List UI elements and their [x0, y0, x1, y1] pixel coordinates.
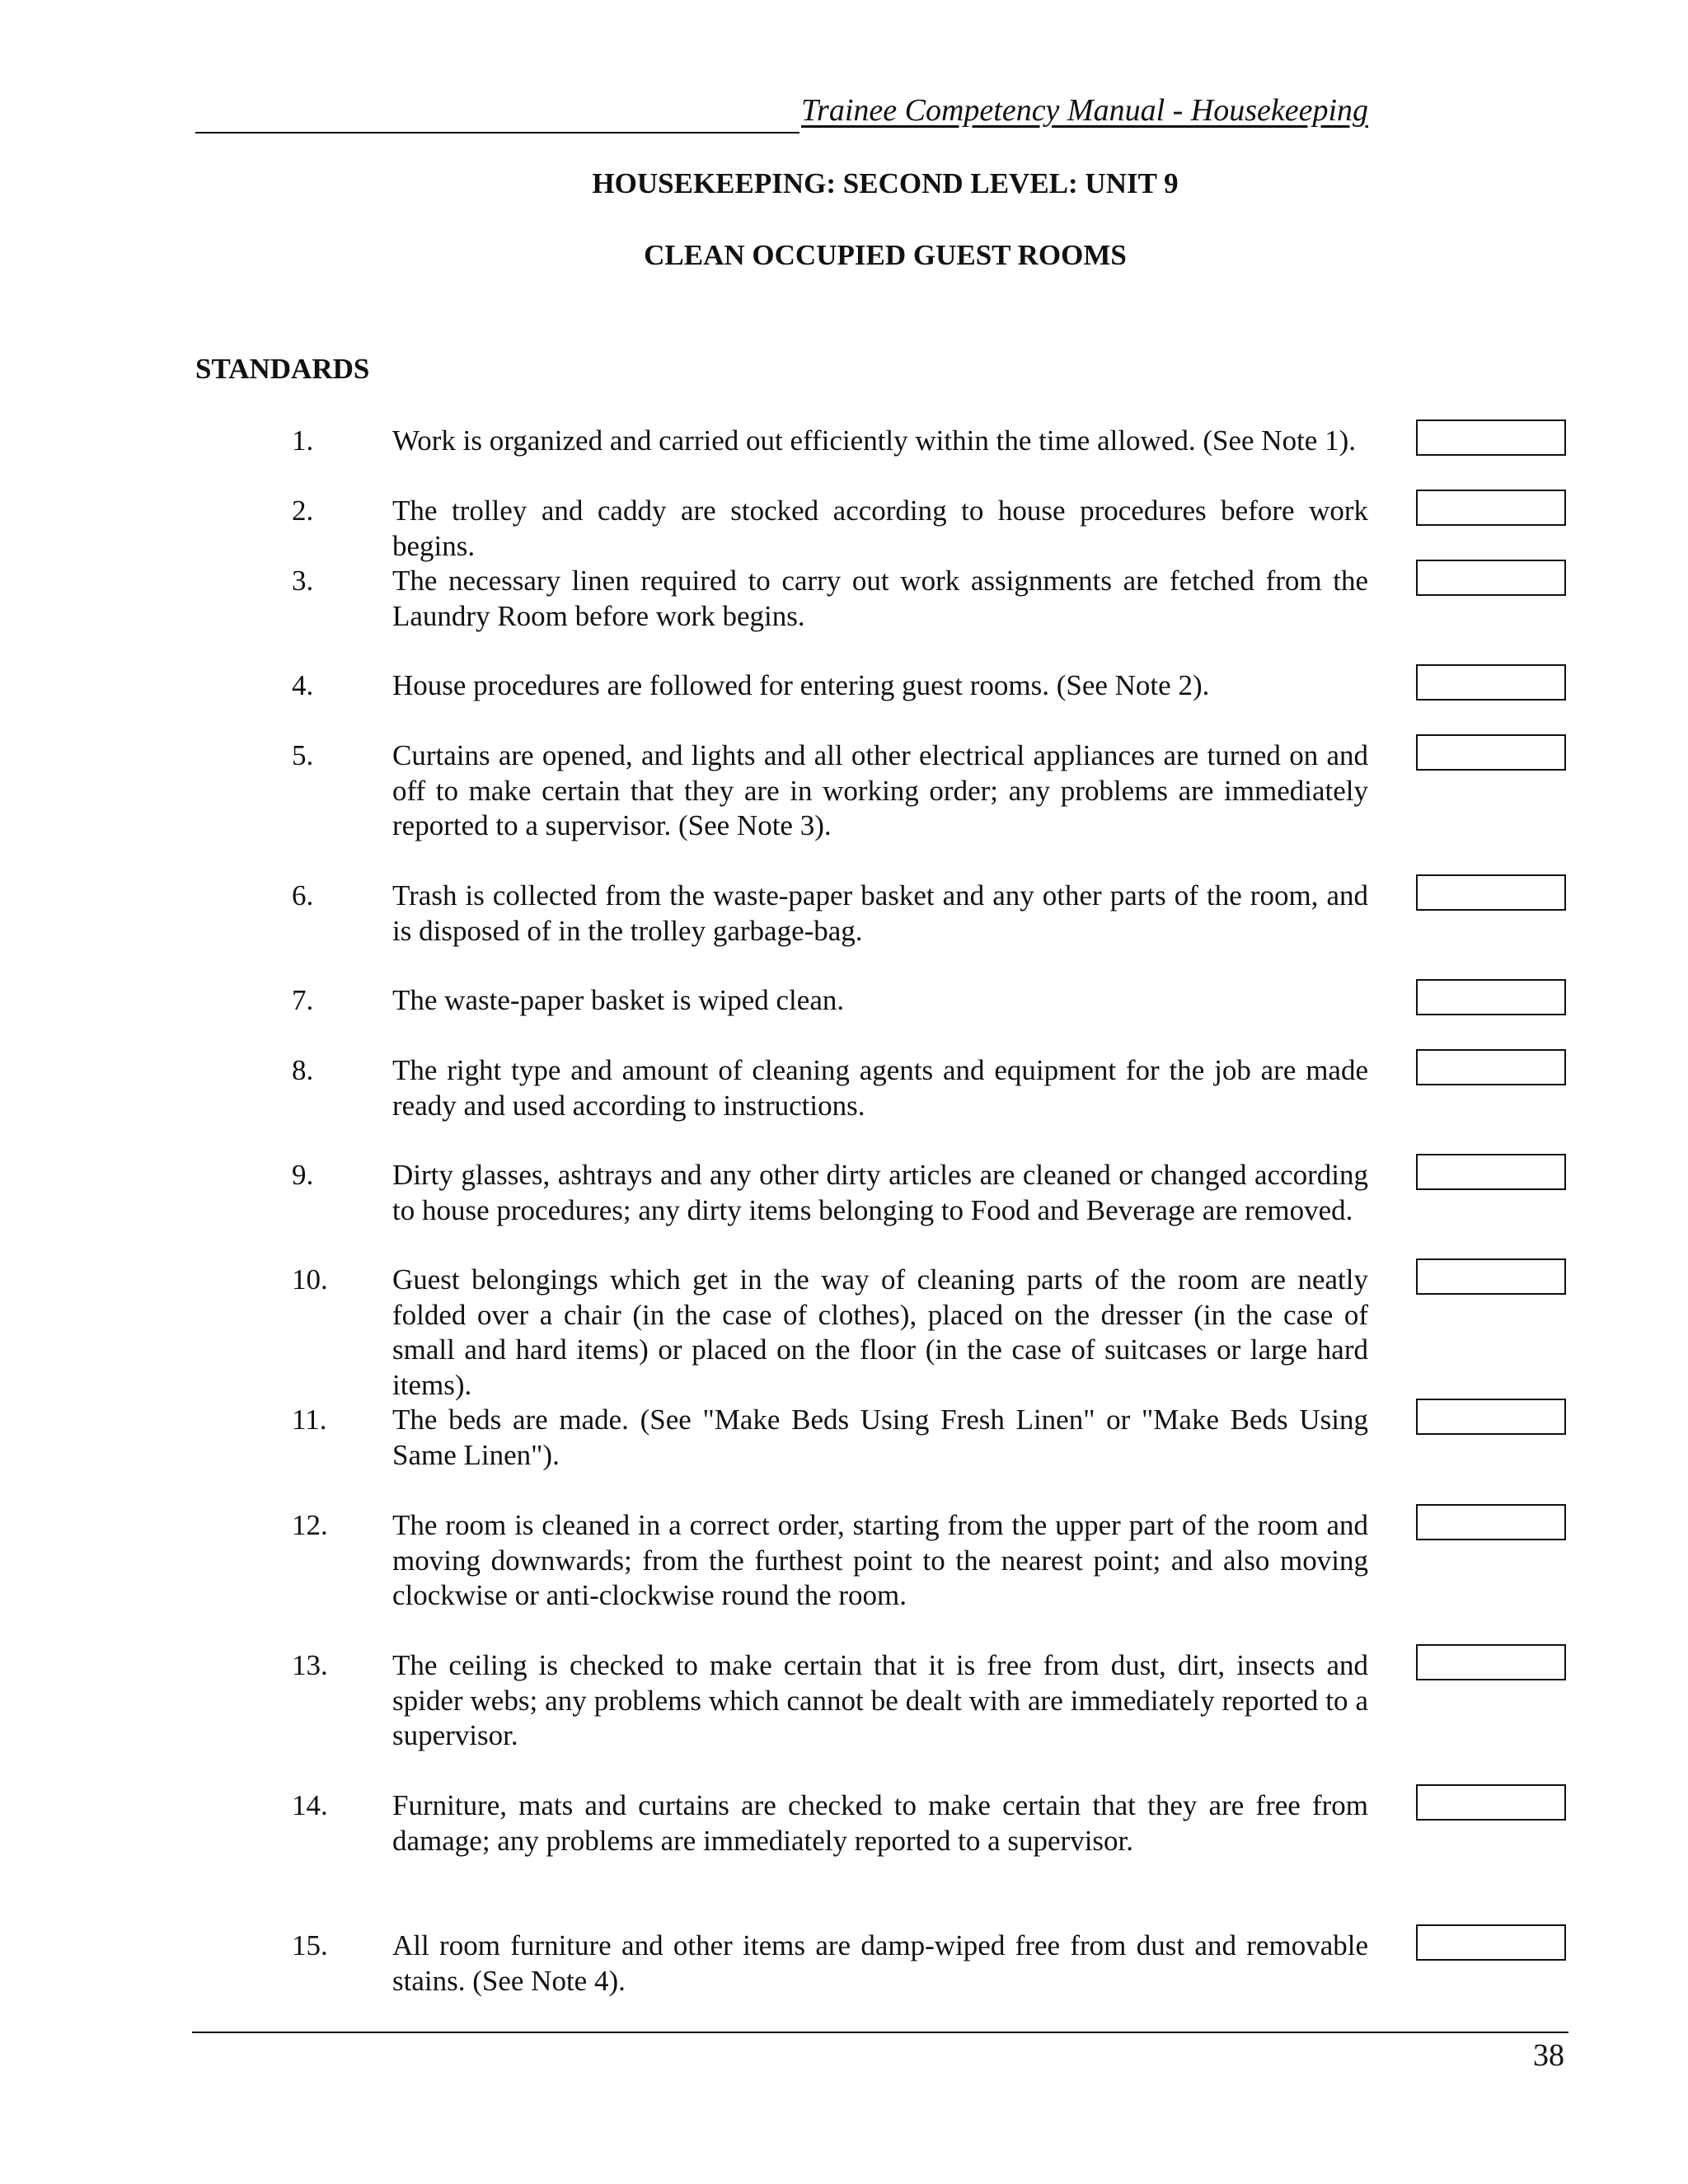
- checkbox[interactable]: [1416, 1154, 1566, 1190]
- standard-text: House procedures are followed for entering guest rooms. (See Note 2).: [392, 669, 1210, 701]
- unit-subtitle: CLEAN OCCUPIED GUEST ROOMS: [644, 239, 1127, 271]
- standard-number: 6.: [292, 879, 314, 912]
- checkbox[interactable]: [1416, 874, 1566, 911]
- checkbox[interactable]: [1416, 979, 1566, 1015]
- standard-number: 15.: [292, 1929, 328, 1961]
- standard-text: The room is cleaned in a correct order, starting from the upper part of the room and moving downwards; from the furthest point to the nearest point; and also moving clockwise or anti-clockwise round the room.: [392, 1509, 1368, 1611]
- standard-text: The ceiling is checked to make certain that it is free from dust, dirt, insects and spider webs; any problems which cannot be dealt with are immediately reported to a supervisor.: [392, 1649, 1368, 1751]
- standard-number: 9.: [292, 1159, 314, 1191]
- standard-text: Trash is collected from the waste-paper basket and any other parts of the room, and is disposed of in the trolley garbage-bag.: [392, 879, 1368, 947]
- standard-number: 10.: [292, 1263, 328, 1296]
- standard-number: 14.: [292, 1789, 328, 1821]
- checkbox[interactable]: [1416, 490, 1566, 526]
- checkbox[interactable]: [1416, 560, 1566, 596]
- standard-number: 5.: [292, 739, 314, 771]
- standard-text: Work is organized and carried out efficiently within the time allowed. (See Note 1).: [392, 424, 1356, 457]
- header-title: Trainee Competency Manual - Housekeeping: [801, 93, 1369, 128]
- checkbox[interactable]: [1416, 1504, 1566, 1540]
- standard-number: 13.: [292, 1649, 328, 1681]
- checkbox[interactable]: [1416, 1924, 1566, 1961]
- checkbox[interactable]: [1416, 1399, 1566, 1435]
- standard-text: The right type and amount of cleaning agents and equipment for the job are made ready and used according to instructions.: [392, 1054, 1368, 1122]
- standard-number: 11.: [292, 1404, 327, 1436]
- standard-text: Guest belongings which get in the way of cleaning parts of the room are neatly folded over a chair (in the case of clothes), placed on the dresser (in the case of small and hard items) or placed on the floor (in the case of suitcases or large hard items).: [392, 1263, 1368, 1401]
- standard-text: The necessary linen required to carry out work assignments are fetched from the Laundry Room before work begins.: [392, 565, 1368, 632]
- header-rule: [195, 132, 799, 134]
- standard-text: Furniture, mats and curtains are checked to make certain that they are free from damage; any problems are immediately reported to a supervisor.: [392, 1789, 1368, 1857]
- checkbox[interactable]: [1416, 419, 1566, 456]
- checkbox[interactable]: [1416, 1784, 1566, 1821]
- checkbox[interactable]: [1416, 734, 1566, 771]
- standard-number: 1.: [292, 424, 314, 457]
- checkbox[interactable]: [1416, 664, 1566, 701]
- section-title: STANDARDS: [195, 353, 370, 385]
- checkbox[interactable]: [1416, 1049, 1566, 1085]
- page-number: 38: [1533, 2038, 1564, 2073]
- standard-text: Dirty glasses, ashtrays and any other dirty articles are cleaned or changed according to house procedures; any dirty items belonging to Food and Beverage are removed.: [392, 1159, 1368, 1226]
- standard-number: 4.: [292, 669, 314, 701]
- standard-text: The waste-paper basket is wiped clean.: [392, 984, 845, 1016]
- checkbox[interactable]: [1416, 1644, 1566, 1680]
- standard-number: 3.: [292, 565, 314, 597]
- standard-number: 2.: [292, 494, 314, 527]
- standard-number: 7.: [292, 984, 314, 1016]
- standard-text: The trolley and caddy are stocked according to house procedures before work begins.: [392, 494, 1368, 562]
- standard-text: All room furniture and other items are damp-wiped free from dust and removable stains. (See Note 4).: [392, 1929, 1368, 1997]
- standard-text: Curtains are opened, and lights and all other electrical appliances are turned on and off to make certain that they are in working order; any problems are immediately reported to a supervisor. (See Note 3).: [392, 739, 1368, 841]
- footer-rule: [192, 2032, 1568, 2033]
- standard-number: 12.: [292, 1509, 328, 1541]
- checkbox[interactable]: [1416, 1258, 1566, 1295]
- unit-title: HOUSEKEEPING: SECOND LEVEL: UNIT 9: [592, 167, 1179, 199]
- standard-text: The beds are made. (See "Make Beds Using Fresh Linen" or "Make Beds Using Same Linen").: [392, 1404, 1368, 1471]
- standard-number: 8.: [292, 1054, 314, 1086]
